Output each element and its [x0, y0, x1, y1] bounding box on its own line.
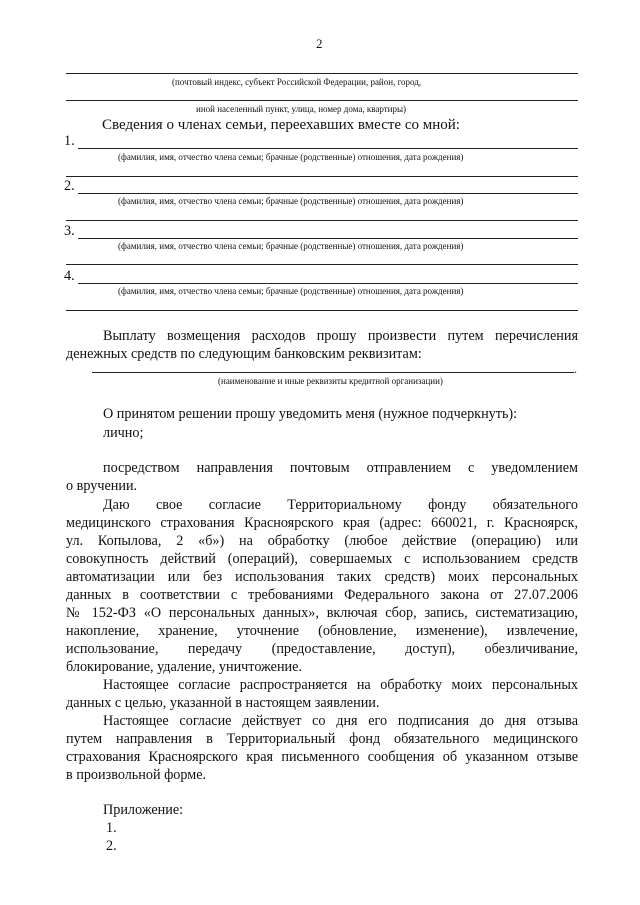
consent-line: медицинского страхования Красноярского края (адрес: 660021, г. Красноярск,: [66, 515, 578, 531]
family-member-number: 3.: [64, 223, 75, 239]
notify-option-mail-line-1: посредством направления почтовым отправлением с уведомлением: [103, 460, 578, 476]
family-member-extra-line: [66, 310, 578, 311]
family-member-caption: (фамилия, имя, отчество члена семьи; брачные (родственные) отношения, дата рождения): [118, 196, 464, 206]
consent-line: Даю свое согласие Территориальному фонду обязательного: [103, 497, 578, 513]
family-member-number: 4.: [64, 268, 75, 284]
family-member-line: [78, 193, 578, 194]
payment-text-line-2: денежных средств по следующим банковским реквизитам:: [66, 346, 422, 362]
consent-line: автоматизации или без использования таких средств) моих персональных: [66, 569, 578, 585]
consent-line: № 152-ФЗ «О персональных данных», включая сбор, запись, систематизацию,: [66, 605, 578, 621]
consent-line: данных в соответствии с требованиями Федерального закона от 27.07.2006: [66, 587, 578, 603]
family-member-caption: (фамилия, имя, отчество члена семьи; брачные (родственные) отношения, дата рождения): [118, 241, 464, 251]
consent-scope-line: Настоящее согласие распространяется на обработку моих персональных: [103, 677, 578, 693]
consent-term-line: путем направления в Территориальный фонд обязательного медицинского: [66, 731, 578, 747]
bank-details-caption: (наименование и иные реквизиты кредитной организации): [218, 376, 443, 386]
family-member-line: [78, 283, 578, 284]
attachment-item-2: 2.: [106, 838, 117, 854]
consent-line: использование, передачу (предоставление, доступ), обезличивание,: [66, 641, 578, 657]
notify-option-personal: лично;: [103, 425, 144, 441]
address-caption-2: иной населенный пункт, улица, номер дома, квартиры): [196, 104, 407, 114]
consent-line: совокупность действий (операций), совершаемых с использованием средств: [66, 551, 578, 567]
page-number: 2: [316, 36, 323, 51]
consent-term-line: страхования Красноярского края письменного сообщения об указанном отзыве: [66, 749, 578, 765]
bank-details-line: [92, 372, 574, 373]
consent-term-line: в произвольной форме.: [66, 767, 207, 783]
attachment-item-1: 1.: [106, 820, 117, 836]
consent-line: блокирование, удаление, уничтожение.: [66, 659, 302, 675]
family-member-caption: (фамилия, имя, отчество члена семьи; брачные (родственные) отношения, дата рождения): [118, 286, 464, 296]
family-member-caption: (фамилия, имя, отчество члена семьи; брачные (родственные) отношения, дата рождения): [118, 152, 464, 162]
family-member-extra-line: [66, 176, 578, 177]
family-member-number: 1.: [64, 133, 75, 149]
consent-line: ул. Копылова, 2 «б») на обработку (любое действие (операцию) или: [66, 533, 578, 549]
notify-option-mail-line-2: о вручении.: [66, 478, 138, 494]
attachment-heading: Приложение:: [103, 802, 184, 818]
family-member-line: [78, 238, 578, 239]
family-heading: Сведения о членах семьи, переехавших вместе со мной:: [102, 117, 460, 133]
consent-scope-line: данных с целью, указанной в настоящем заявлении.: [66, 695, 380, 711]
consent-term-line: Настоящее согласие действует со дня его подписания до дня отзыва: [103, 713, 578, 729]
notify-text: О принятом решении прошу уведомить меня (нужное подчеркнуть):: [103, 406, 518, 422]
consent-line: накопление, хранение, уточнение (обновление, изменение), извлечение,: [66, 623, 578, 639]
address-line-2: [66, 100, 578, 101]
family-member-extra-line: [66, 220, 578, 221]
bank-details-period: .: [574, 362, 577, 376]
family-member-number: 2.: [64, 178, 75, 194]
address-line-1: [66, 73, 578, 74]
address-caption-1: (почтовый индекс, субъект Российской Федерации, район, город,: [172, 77, 422, 87]
family-member-extra-line: [66, 264, 578, 265]
payment-text-line-1: Выплату возмещения расходов прошу произвести путем перечисления: [103, 328, 578, 344]
family-member-line: [78, 148, 578, 149]
